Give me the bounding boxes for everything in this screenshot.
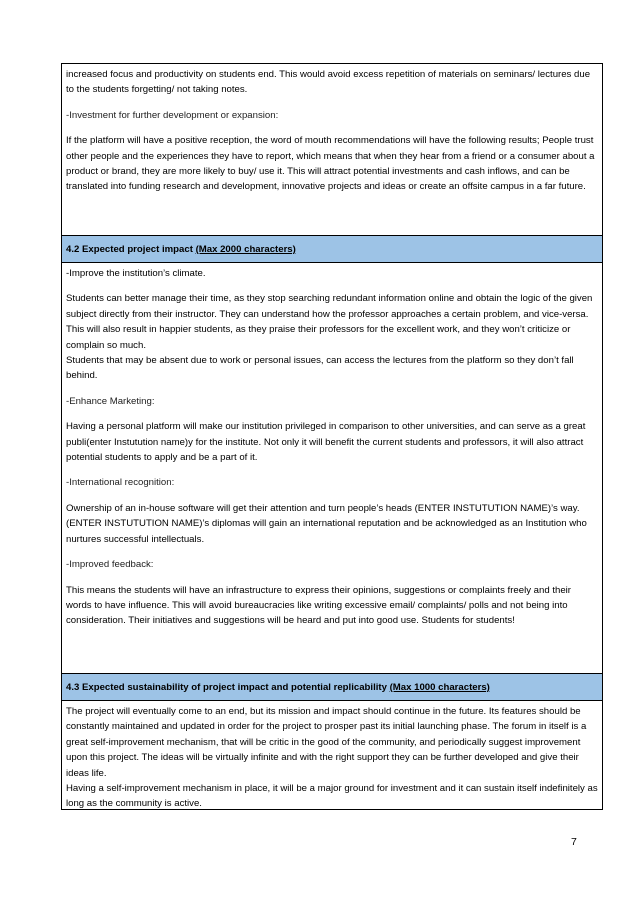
paragraph: -Investment for further development or expansion:: [66, 109, 279, 121]
character-limit: (Max 1000 characters): [389, 682, 490, 693]
paragraph: This means the students will have an infrastructure to express their opinions, suggestions or complaints freely and their words to have influence. This will avoid bureaucracies like writing excessive email/ complaints/ polls and not being into consideration. Their initiatives and suggestions will be heard and put into good use. Students for students!: [66, 584, 571, 627]
section-4-3-body: [61, 701, 603, 810]
page-number: 7: [571, 836, 577, 848]
section-4-2-body: [61, 263, 603, 674]
paragraph: -International recognition:: [66, 477, 175, 489]
section-4-1-continuation: [61, 63, 603, 236]
paragraph: If the platform will have a positive reception, the word of mouth recommendations will have the following results; People trust other people and the experiences they have to report, which means that when they hear from a friend or a consumer about a product or brand, they are more likely to buy/ use it. This will attract potential investments and cash inflows, and can be translated into funding research and development, innovative projects and ideas or create an offsite campus in a far future.: [66, 135, 595, 193]
character-limit: (Max 2000 characters): [195, 244, 296, 255]
section-title: 4.3 Expected sustainability of project impact and potential replicability: [66, 682, 387, 693]
paragraph: Students that may be absent due to work or personal issues, can access the lectures from the platform so they don’t fall behind.: [66, 355, 574, 382]
section-4-2-header: [61, 236, 603, 263]
document-page: [61, 63, 603, 810]
paragraph: -Improve the institution’s climate.: [66, 268, 206, 279]
paragraph: The project will eventually come to an end, but its mission and impact should continue in the future. Its features should be constantly maintained and updated in order for the project to prosper past its initial launching phase. The forum in itself is a great self-improvement mechanism, that will be critic in the good of the community, and periodically suggest improvement upon this project. The ideas will be virtually infinite and with the right support they can be further developed and give their ideas life.: [66, 706, 587, 779]
paragraph: -Enhance Marketing:: [66, 395, 155, 407]
paragraph: Having a self-improvement mechanism in place, it will be a major ground for investment and it can sustain itself indefinitely as long as the community is active.: [66, 783, 598, 810]
section-title: 4.2 Expected project impact: [66, 244, 193, 255]
paragraph: Ownership of an in-house software will get their attention and turn people’s heads (ENTER INSTUTUTION NAME)’s way. (ENTER INSTUTUTION NAME)’s diplomas will gain an international reputation and be acknowledged as an Institution who nurtures successful intellectuals.: [66, 502, 587, 545]
paragraph: Having a personal platform will make our institution privileged in comparison to other universities, and can serve as a great publi(enter Instutution name)y for the institute. Not only it will benefit the current students and professors, it will also attract potential students to apply and be a part of it.: [66, 421, 586, 464]
paragraph: -Improved feedback:: [66, 559, 154, 571]
section-4-3-header: [61, 674, 603, 701]
paragraph: increased focus and productivity on students end. This would avoid excess repetition of materials on seminars/ lectures due to the students forgetting/ not taking notes.: [66, 69, 591, 96]
paragraph: Students can better manage their time, as they stop searching redundant information online and obtain the logic of the given subject directly from their instructor. They can understand how the professor approaches a certain problem, and vice-versa. This will also result in happier students, as they praise their professors for the excellent work, and they won’t criticize or complain so much.: [66, 293, 593, 351]
